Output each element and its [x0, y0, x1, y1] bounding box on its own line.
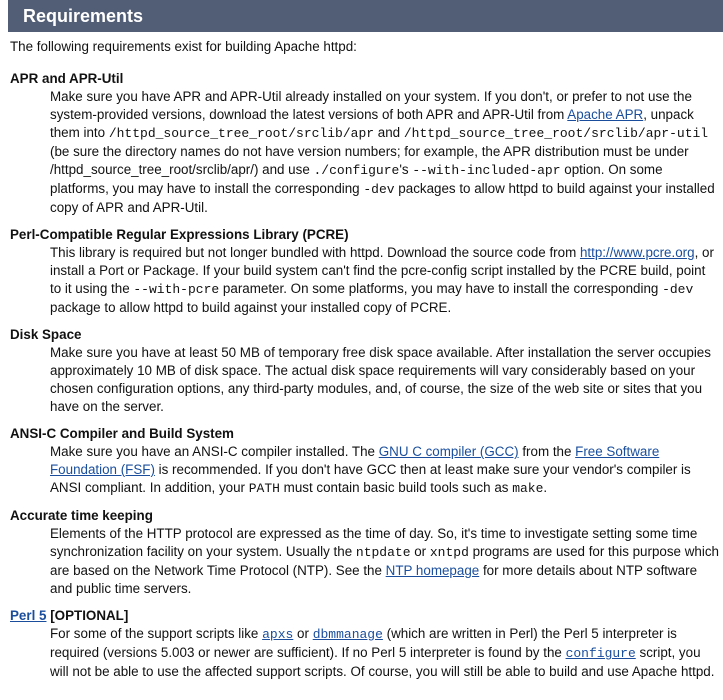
- inline-code: /httpd_source_tree_root/srclib/apr-util: [403, 126, 709, 141]
- description-text: option. On some platforms, you may have to install the corresponding: [50, 162, 663, 196]
- requirement-item: [0, 607, 723, 681]
- code-link[interactable]: apxs: [262, 627, 294, 642]
- inline-code: ntpdate: [355, 545, 411, 560]
- page-title: Requirements: [23, 6, 144, 26]
- description-text: For some of the support scripts like: [50, 626, 263, 641]
- description-text: for more details about NTP software and public time servers.: [50, 563, 698, 596]
- requirement-term-label: Perl-Compatible Regular Expressions Library (PCRE): [10, 227, 349, 242]
- inline-code: xntpd: [429, 545, 469, 560]
- inline-code: ./configure: [313, 163, 400, 178]
- requirement-term: [10, 607, 723, 625]
- inline-code: -dev: [662, 282, 694, 297]
- code-link[interactable]: dbmmanage: [312, 627, 383, 642]
- description-text: script, you will not be able to use the affected support scripts. Of course, you will still be able to build and use Apache httpd.: [50, 645, 715, 679]
- requirement-item: [0, 507, 723, 598]
- description-text: or: [410, 544, 430, 559]
- requirement-term: [10, 70, 723, 88]
- external-link[interactable]: Free Software Foundation (FSF): [50, 444, 660, 477]
- description-text: 's: [399, 162, 413, 177]
- external-link[interactable]: Apache APR: [567, 107, 644, 122]
- requirement-description: [50, 244, 720, 317]
- requirement-description: [50, 88, 720, 217]
- description-text: , unpack them into: [50, 107, 694, 140]
- requirements-list: [0, 70, 723, 690]
- description-text: is recommended. If you don't have GCC then at least make sure your vendor's compiler is ANSI compliant. In addition, your: [50, 462, 691, 495]
- requirement-term-label: ANSI-C Compiler and Build System: [10, 426, 234, 441]
- description-text: Make sure you have at least 50 MB of temporary free disk space available. After installation the server occupies approximately 10 MB of disk space. The actual disk space requirements will vary considerably based on your chosen configuration options, any third-party modules, and, of course, the size of the web site or sites that you have on the server.: [50, 345, 711, 414]
- description-text: (which are written in Perl) the Perl 5 interpreter is required (versions 5.003 or newer are sufficient). If no Perl 5 interpreter is found by the: [50, 626, 677, 660]
- inline-code: --with-pcre: [133, 282, 220, 297]
- description-text: or: [293, 626, 313, 641]
- description-text: (be sure the directory names do not have version numbers; for example, the APR distribution must be under /httpd_source_tree_root/srclib/apr/) and use: [50, 144, 689, 177]
- description-text: must contain basic build tools such as: [279, 480, 513, 495]
- description-text: .: [543, 480, 548, 495]
- code-link[interactable]: configure: [565, 646, 636, 661]
- description-text: programs are used for this purpose which are based on the Network Time Protocol (NTP). See the: [50, 544, 719, 578]
- requirement-term: [10, 425, 723, 443]
- requirement-description: [50, 344, 720, 416]
- requirement-item: [0, 326, 723, 416]
- requirement-description: [50, 525, 720, 598]
- requirement-term-label: [OPTIONAL]: [46, 608, 129, 623]
- section-header: [8, 0, 723, 32]
- requirement-term: [10, 226, 723, 244]
- description-text: packages to allow httpd to build against your installed copy of APR and APR-Util.: [50, 181, 715, 215]
- requirement-description: [50, 443, 720, 498]
- external-link[interactable]: GNU C compiler (GCC): [378, 444, 519, 459]
- description-text: Make sure you have APR and APR-Util already installed on your system. If you don't, or prefer to not use the system-provided versions, download the latest versions of both APR and APR-Util from: [50, 89, 692, 122]
- description-text: , or install a Port or Package. If your build system can't find the pcre-config script installed by the PCRE build, point to it using the: [50, 245, 714, 296]
- requirement-item: [0, 425, 723, 498]
- description-text: parameter. On some platforms, you may have to install the corresponding: [219, 281, 663, 296]
- inline-code: /httpd_source_tree_root/srclib/apr: [108, 126, 375, 141]
- requirement-term-label: APR and APR-Util: [10, 71, 124, 86]
- requirement-term-label: Disk Space: [10, 327, 82, 342]
- requirement-term: [10, 326, 723, 344]
- inline-code: --with-included-apr: [412, 163, 561, 178]
- description-text: This library is required but not longer bundled with httpd. Download the source code from: [50, 245, 580, 260]
- inline-code: PATH: [248, 481, 280, 496]
- external-link[interactable]: NTP homepage: [385, 563, 480, 578]
- description-text: from the: [518, 444, 576, 459]
- requirement-item: [0, 70, 723, 217]
- description-text: and: [374, 125, 404, 140]
- requirement-term-link[interactable]: Perl 5: [10, 608, 47, 623]
- intro-text: The following requirements exist for building Apache httpd:: [10, 39, 357, 54]
- requirement-term-label: Accurate time keeping: [10, 508, 153, 523]
- external-link[interactable]: http://www.pcre.org: [579, 245, 695, 260]
- description-text: package to allow httpd to build against your installed copy of PCRE.: [50, 300, 452, 315]
- description-text: Make sure you have an ANSI-C compiler installed. The: [50, 444, 379, 459]
- description-text: Elements of the HTTP protocol are expressed as the time of day. So, it's time to investigate setting some time synchronization facility on your system. Usually the: [50, 526, 698, 559]
- inline-code: make: [512, 481, 544, 496]
- inline-code: -dev: [363, 182, 395, 197]
- requirement-item: [0, 226, 723, 317]
- requirement-term: [10, 507, 723, 525]
- requirement-description: [50, 625, 720, 681]
